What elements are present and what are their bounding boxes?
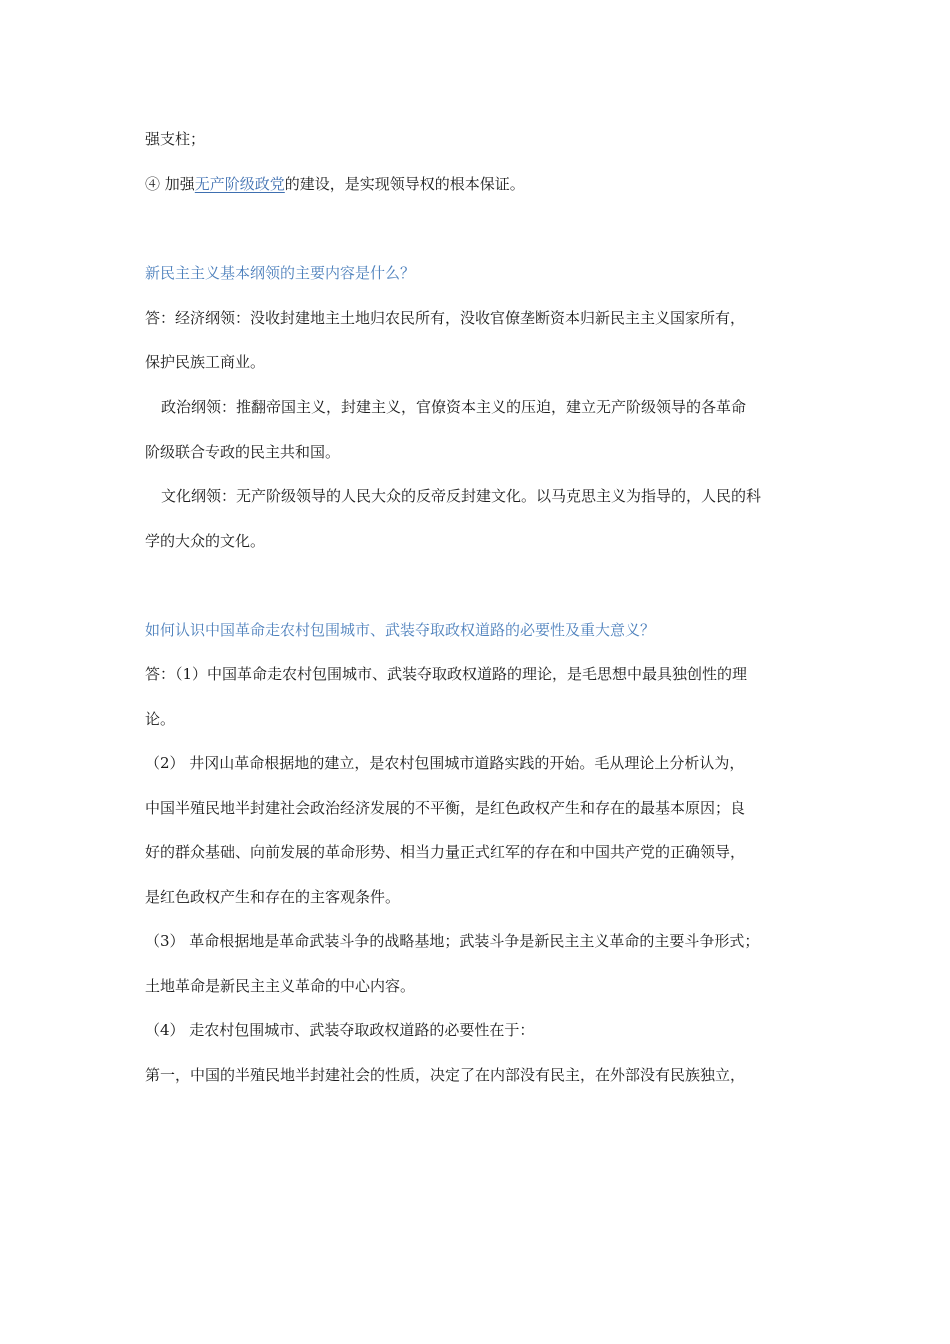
answer-line: 政治纲领：推翻帝国主义，封建主义，官僚资本主义的压迫，建立无产阶级领导的各革命: [161, 398, 747, 416]
item-4-prefix: ④ 加强: [145, 175, 195, 193]
item-4-suffix: 的建设，是实现领导权的根本保证。: [284, 175, 525, 193]
answer-line: 学的大众的文化。: [145, 532, 266, 550]
answer-line: 好的群众基础、向前发展的革命形势、相当力量正式红军的存在和中国共产党的正确领导，: [145, 843, 746, 861]
answer-line: 土地革命是新民主主义革命的中心内容。: [145, 977, 416, 995]
answer-line: 答：经济纲领：没收封建地主土地归农民所有，没收官僚垄断资本归新民主主义国家所有，: [145, 309, 746, 327]
text-line-item-4: [145, 173, 810, 195]
answer-line: 文化纲领：无产阶级领导的人民大众的反帝反封建文化。以马克思主义为指导的，人民的科: [161, 487, 762, 505]
answer-line: 阶级联合专政的民主共和国。: [145, 443, 341, 461]
answer-line: 第一，中国的半殖民地半封建社会的性质，决定了在内部没有民主，在外部没有民族独立，: [145, 1066, 746, 1084]
answer-line: 保护民族工商业。: [145, 353, 266, 371]
answer-line: 论。: [145, 710, 176, 728]
answer-line: （3） 革命根据地是革命武装斗争的战略基地；武装斗争是新民主主义革命的主要斗争形式；: [145, 932, 760, 950]
proletarian-party-link[interactable]: 无产阶级政党: [194, 175, 285, 193]
answer-line: （4） 走农村包围城市、武装夺取政权道路的必要性在于：: [145, 1021, 535, 1039]
answer-line: 是红色政权产生和存在的主客观条件。: [145, 888, 401, 906]
answer-line: 中国半殖民地半封建社会政治经济发展的不平衡，是红色政权产生和存在的最基本原因；良: [145, 799, 746, 817]
text-line: 强支柱；: [145, 130, 206, 148]
question-heading-2: 如何认识中国革命走农村包围城市、武装夺取政权道路的必要性及重大意义？: [145, 621, 656, 639]
answer-line: （2） 井冈山革命根据地的建立，是农村包围城市道路实践的开始。毛从理论上分析认为，: [145, 754, 745, 772]
answer-line: 答：（1）中国革命走农村包围城市、武装夺取政权道路的理论，是毛思想中最具独创性的理: [145, 665, 748, 683]
question-heading-1: 新民主主义基本纲领的主要内容是什么？: [145, 264, 416, 282]
